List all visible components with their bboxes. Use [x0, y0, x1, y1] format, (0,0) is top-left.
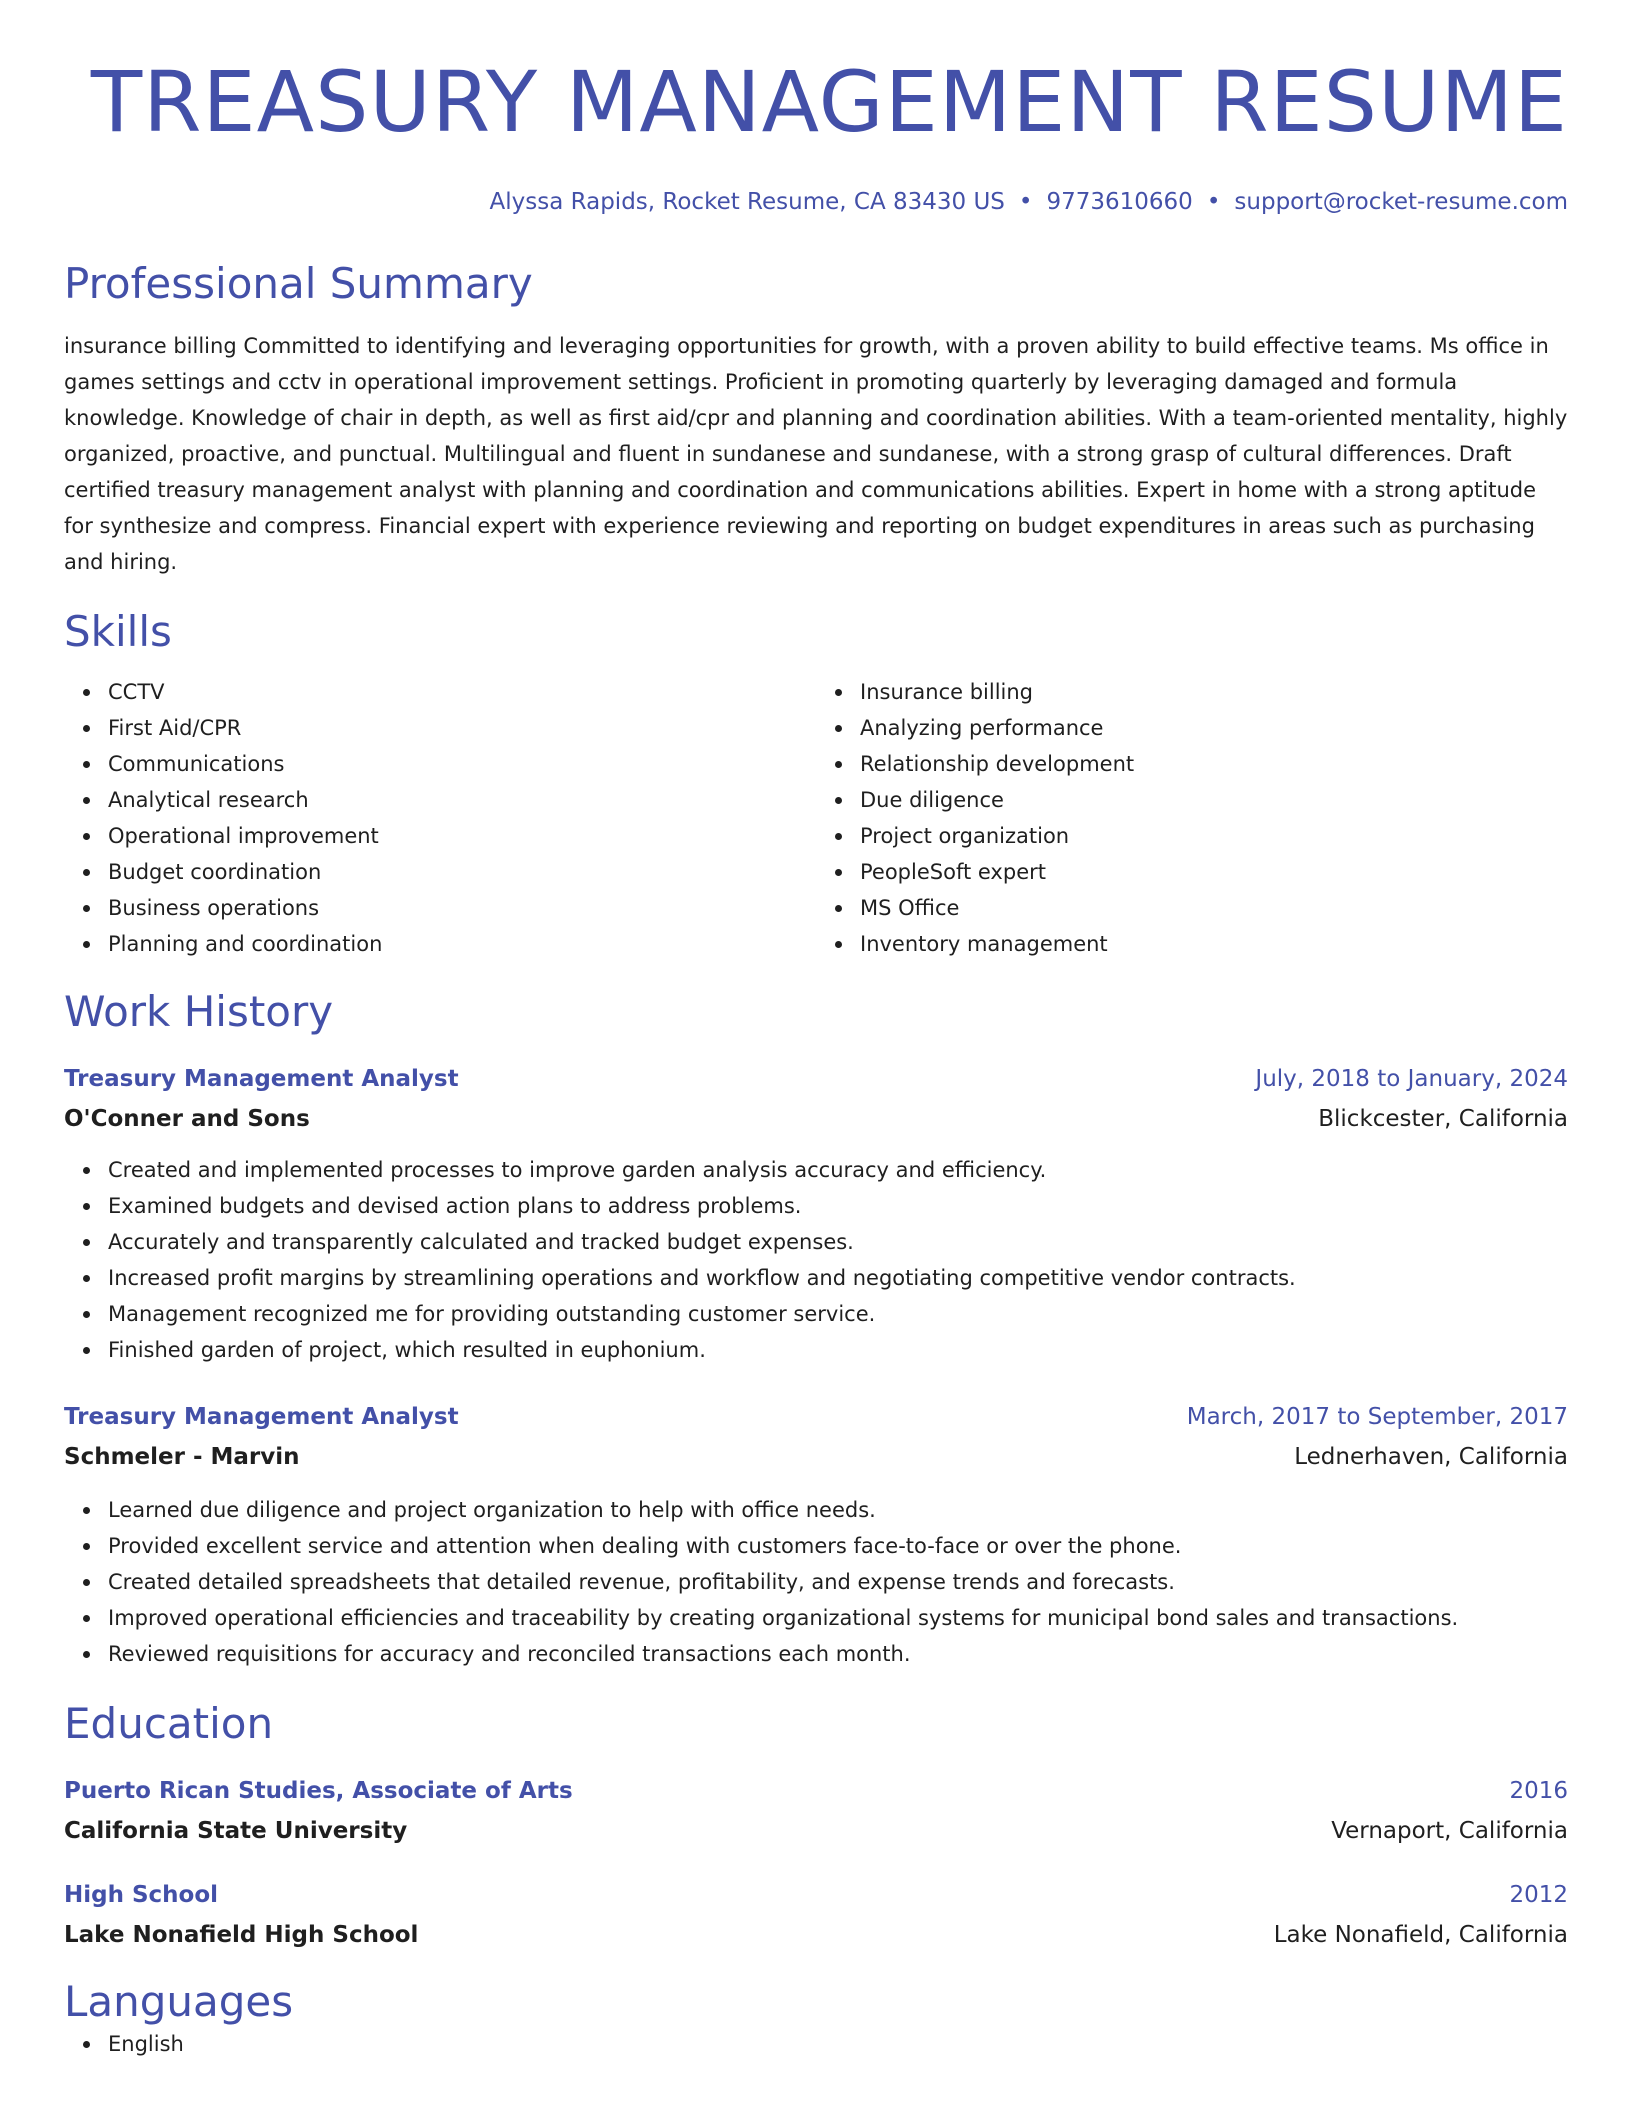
- duty-item: Examined budgets and devised action plans to address problems.: [108, 1188, 1568, 1224]
- skill-item: Operational improvement: [108, 818, 816, 854]
- skill-item: Analyzing performance: [860, 710, 1568, 746]
- duty-item: Improved operational efficiencies and traceability by creating organizational systems for municipal bond sales and transactions.: [108, 1600, 1568, 1636]
- skill-item: MS Office: [860, 890, 1568, 926]
- contact-email[interactable]: support@rocket-resume.com: [1234, 189, 1568, 215]
- school-name: Lake Nonafield High School: [64, 1922, 419, 1948]
- education-entry: [64, 1776, 1568, 1846]
- contact-separator: •: [1206, 189, 1221, 215]
- skill-item: Relationship development: [860, 746, 1568, 782]
- education-heading: Education: [64, 1699, 274, 1748]
- company-name: O'Conner and Sons: [64, 1106, 310, 1132]
- job-duties: [64, 1492, 1568, 1672]
- skill-item: CCTV: [108, 674, 816, 710]
- skill-item: PeopleSoft expert: [860, 854, 1568, 890]
- skill-item: Planning and coordination: [108, 926, 816, 962]
- skill-item: Insurance billing: [860, 674, 1568, 710]
- duty-item: Created and implemented processes to improve garden analysis accuracy and efficiency.: [108, 1152, 1568, 1188]
- job-title: Treasury Management Analyst: [64, 1066, 459, 1092]
- duty-item: Created detailed spreadsheets that detailed revenue, profitability, and expense trends and forecasts.: [108, 1564, 1568, 1600]
- job-dates: March, 2017 to September, 2017: [1186, 1404, 1568, 1430]
- education-entry: [64, 1880, 1568, 1950]
- company-name: Schmeler - Marvin: [64, 1444, 300, 1470]
- job-title: Treasury Management Analyst: [64, 1404, 459, 1430]
- skill-item: Project organization: [860, 818, 1568, 854]
- work-entry: [64, 1402, 1568, 1672]
- graduation-year: 2012: [1509, 1882, 1568, 1908]
- duty-item: Learned due diligence and project organization to help with office needs.: [108, 1492, 1568, 1528]
- work-entry: [64, 1064, 1568, 1368]
- degree-row: [64, 1880, 1568, 1910]
- job-location: Blickcester, California: [1318, 1106, 1568, 1132]
- duty-item: Reviewed requisitions for accuracy and reconciled transactions each month.: [108, 1636, 1568, 1672]
- contact-separator: •: [1018, 189, 1033, 215]
- school-row: [64, 1920, 1568, 1950]
- job-title-row: [64, 1064, 1568, 1094]
- summary-heading: Professional Summary: [64, 259, 533, 308]
- degree-name: Puerto Rican Studies, Associate of Arts: [64, 1778, 573, 1804]
- summary-text: insurance billing Committed to identifying and leveraging opportunities for growth, with a proven ability to build effective teams. Ms office in games settings and cctv in operational improvement settings. Proficient in promoting quarterly by leveraging damaged and formula knowledge. Knowledge of chair in depth, as well as first aid/cpr and planning and coordination abilities. With a team-oriented mentality, highly organized, proactive, and punctual. Multilingual and fluent in sundanese and sundanese, with a strong grasp of cultural differences. Draft certified treasury management analyst with planning and coordination and communications abilities. Expert in home with a strong aptitude for synthesize and compress. Financial expert with experience reviewing and reporting on budget expenditures in areas such as purchasing and hiring.: [64, 334, 1568, 574]
- job-dates: July, 2018 to January, 2024: [1255, 1066, 1568, 1092]
- job-duties: [64, 1152, 1568, 1368]
- duty-item: Management recognized me for providing outstanding customer service.: [108, 1296, 1568, 1332]
- degree-row: [64, 1776, 1568, 1806]
- languages-list: [64, 2026, 1568, 2062]
- duty-item: Provided excellent service and attention when dealing with customers face-to-face or over the phone.: [108, 1528, 1568, 1564]
- duty-item: Increased profit margins by streamlining operations and workflow and negotiating competitive vendor contracts.: [108, 1260, 1568, 1296]
- skill-item: Budget coordination: [108, 854, 816, 890]
- skill-item: Inventory management: [860, 926, 1568, 962]
- company-row: [64, 1104, 1568, 1134]
- skill-item: Analytical research: [108, 782, 816, 818]
- work-history-heading: Work History: [64, 987, 334, 1036]
- language-item: English: [108, 2026, 1568, 2062]
- school-row: [64, 1816, 1568, 1846]
- skill-item: First Aid/CPR: [108, 710, 816, 746]
- contact-address: Alyssa Rapids, Rocket Resume, CA 83430 US: [489, 189, 1005, 215]
- contact-line: [64, 188, 1568, 216]
- skills-column-right: [816, 674, 1568, 962]
- company-row: [64, 1442, 1568, 1472]
- job-location: Lednerhaven, California: [1294, 1444, 1568, 1470]
- skills-heading: Skills: [64, 607, 172, 656]
- graduation-year: 2016: [1509, 1778, 1568, 1804]
- skills-grid: [64, 674, 1568, 962]
- school-location: Vernaport, California: [1331, 1818, 1568, 1844]
- resume-title: TREASURY MANAGEMENT RESUME: [90, 53, 1568, 151]
- job-title-row: [64, 1402, 1568, 1432]
- school-name: California State University: [64, 1818, 408, 1844]
- skills-column-left: [64, 674, 816, 962]
- duty-item: Finished garden of project, which resulted in euphonium.: [108, 1332, 1568, 1368]
- duty-item: Accurately and transparently calculated and tracked budget expenses.: [108, 1224, 1568, 1260]
- skill-item: Due diligence: [860, 782, 1568, 818]
- school-location: Lake Nonafield, California: [1273, 1922, 1568, 1948]
- skill-item: Business operations: [108, 890, 816, 926]
- skill-item: Communications: [108, 746, 816, 782]
- contact-phone[interactable]: 9773610660: [1046, 189, 1193, 215]
- languages-heading: Languages: [64, 1977, 294, 2026]
- degree-name: High School: [64, 1882, 219, 1908]
